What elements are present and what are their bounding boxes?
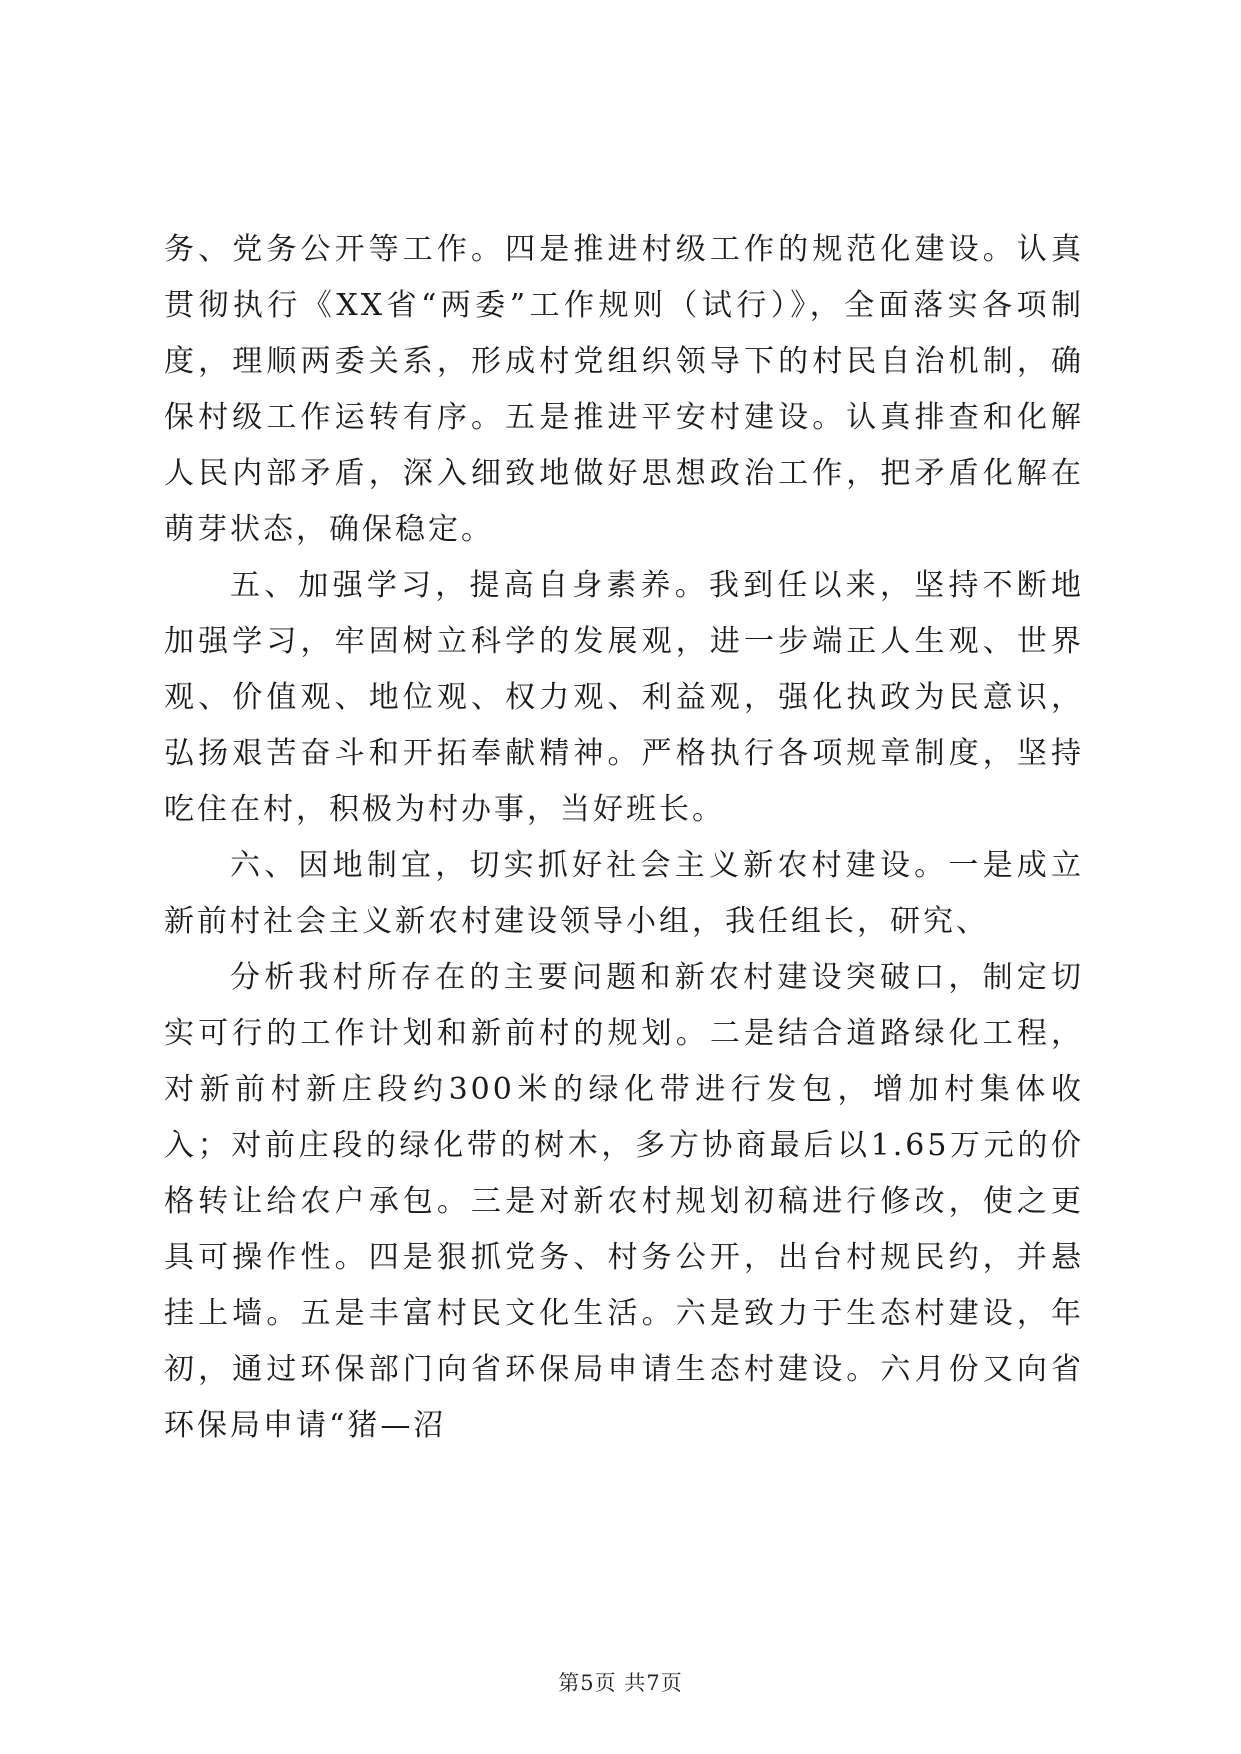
document-body	[164, 222, 1084, 1454]
paragraph-2: 五、加强学习，提高自身素养。我到任以来，坚持不断地加强学习，牢固树立科学的发展观，进一步端正人生观、世界观、价值观、地位观、权力观、利益观，强化执政为民意识，弘扬艰苦奋斗和开拓奉献精神。严格执行各项规章制度，坚持吃住在村，积极为村办事，当好班长。	[164, 568, 1084, 827]
paragraph-3: 六、因地制宜，切实抓好社会主义新农村建设。一是成立新前村社会主义新农村建设领导小组，我任组长，研究、	[164, 848, 1084, 939]
paragraph-1: 务、党务公开等工作。四是推进村级工作的规范化建设。认真贯彻执行《XX省“两委”工作规则（试行）》，全面落实各项制度，理顺两委关系，形成村党组织领导下的村民自治机制，确保村级工作运转有序。五是推进平安村建设。认真排查和化解人民内部矛盾，深入细致地做好思想政治工作，把矛盾化解在萌芽状态，确保稳定。	[164, 232, 1084, 547]
paragraph-4: 分析我村所存在的主要问题和新农村建设突破口，制定切实可行的工作计划和新前村的规划。二是结合道路绿化工程，对新前村新庄段约300米的绿化带进行发包，增加村集体收入；对前庄段的绿化带的树木，多方协商最后以1.65万元的价格转让给农户承包。三是对新农村规划初稿进行修改，使之更具可操作性。四是狠抓党务、村务公开，出台村规民约，并悬挂上墙。五是丰富村民文化生活。六是致力于生态村建设，年初，通过环保部门向省环保局申请生态村建设。六月份又向省环保局申请“猪—沼	[164, 960, 1084, 1443]
page-number-footer: 第5页 共7页	[558, 1671, 683, 1695]
